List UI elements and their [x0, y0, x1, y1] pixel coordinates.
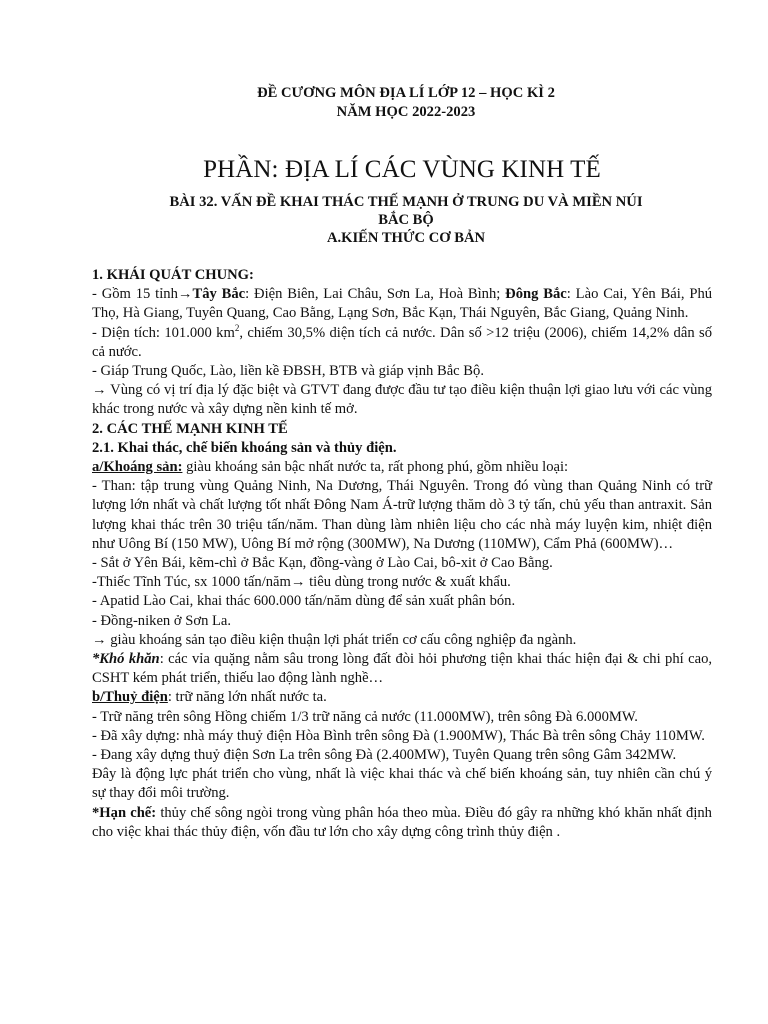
arrow-icon: → [92, 382, 107, 399]
paragraph-coal: - Than: tập trung vùng Quảng Ninh, Na Dương, Thái Nguyên. Trong đó vùng than Quảng Ninh có trữ lượng lớn nhất và chất lượng tốt nhất Đông Nam Á-trữ lượng thăm dò 3 tỷ tấn, chủ yếu than antraxit. Sản lượng khai thác trên 30 triệu tấn/năm. Than dùng làm nhiên liệu cho các nhà máy luyện kim, nhiệt điện như Uông Bí (150 MW), Uông Bí mở rộng (300MW), Na Dương (110MW), Cẩm Phả (600MW)… [92, 478, 712, 552]
lesson-title-line-1: BÀI 32. VẤN ĐỀ KHAI THÁC THẾ MẠNH Ở TRUNG DU VÀ MIỀN NÚI [169, 194, 643, 210]
paragraph-hydro-4: Đây là động lực phát triển cho vùng, nhất là việc khai thác và chế biến khoáng sản, tuy nhiên cần chú ý sự thay đổi môi trường. [92, 766, 712, 802]
paragraph-limitations: *Hạn chế: thủy chế sông ngòi trong vùng phân hóa theo mùa. Điều đó gây ra những khó khăn nhất định cho việc khai thác thủy điện, vốn đầu tư lớn cho xây dựng công trình thủy điện . [92, 804, 712, 840]
paragraph-copper: - Đồng-niken ở Sơn La. [92, 612, 232, 629]
title-line-2: NĂM HỌC 2022-2023 [336, 104, 476, 120]
title-line-1: ĐỀ CƯƠNG MÔN ĐỊA LÍ LỚP 12 – HỌC KÌ 2 [257, 85, 555, 101]
paragraph-iron: - Sắt ở Yên Bái, kẽm-chì ở Bắc Kạn, đồng-vàng ở Lào Cai, bô-xit ở Cao Bằng. [92, 555, 553, 572]
paragraph-tin: -Thiếc Tĩnh Túc, sx 1000 tấn/năm→ tiêu dùng trong nước & xuất khẩu. [92, 574, 511, 591]
arrow-icon: → [177, 286, 193, 303]
part-title: PHẦN: ĐỊA LÍ CÁC VÙNG KINH TẾ [203, 156, 601, 183]
subsection-2-1-heading: 2.1. Khai thác, chế biến khoáng sản và thủy điện. [92, 439, 397, 456]
lesson-title-line-2: BẮC BỘ [378, 212, 434, 228]
section-2-heading: 2. CÁC THẾ MẠNH KINH TẾ [92, 420, 288, 437]
paragraph-difficulties: *Khó khăn: các vỉa quặng nằm sâu trong lòng đất đòi hỏi phương tiện khai thác hiện đại & chi phí cao, CSHT kém phát triển, thiếu lao động lành nghề… [92, 651, 713, 687]
paragraph-minerals: a/Khoáng sản: giàu khoáng sản bậc nhất nước ta, rất phong phú, gồm nhiều loại: [92, 459, 569, 476]
paragraph-conclusion: → Vùng có vị trí địa lý đặc biệt và GTVT đang được đầu tư tạo điều kiện thuận lợi giao lưu với các vùng khác trong nước và xây dựng nền kinh tế mở. [92, 382, 712, 418]
section-1-heading: 1. KHÁI QUÁT CHUNG: [92, 267, 254, 283]
arrow-icon: → [92, 631, 107, 648]
paragraph-hydro-1: - Trữ năng trên sông Hồng chiếm 1/3 trữ năng cả nước (11.000MW), trên sông Đà 6.000MW. [92, 708, 638, 725]
paragraph-hydropower: b/Thuỷ điện: trữ năng lớn nhất nước ta. [92, 689, 327, 706]
paragraph-mineral-conclusion: → giàu khoáng sản tạo điều kiện thuận lợi phát triển cơ cấu công nghiệp đa ngành. [92, 631, 577, 648]
lesson-heading [100, 193, 712, 247]
paragraph-hydro-3: - Đang xây dựng thuỷ điện Sơn La trên sông Đà (2.400MW), Tuyên Quang trên sông Gâm 342MW. [92, 747, 677, 764]
document-title [100, 84, 712, 122]
paragraph-hydro-2: - Đã xây dựng: nhà máy thuỷ điện Hòa Bình trên sông Đà (1.900MW), Thác Bà trên sông Chảy 110MW. [92, 727, 705, 744]
paragraph-borders: - Giáp Trung Quốc, Lào, liền kề ĐBSH, BTB và giáp vịnh Bắc Bộ. [92, 363, 484, 380]
paragraph-area: - Diện tích: 101.000 $km^2$, chiếm 30,5% diện tích cả nước. Dân số >12 triệu (2006), chiếm 14,2% dân số cả nước. [92, 322, 712, 360]
paragraph-provinces: - Gồm 15 tỉnh→Tây Bắc: Điện Biên, Lai Châu, Sơn La, Hoà Bình; Đông Bắc: Lào Cai, Yên Bái, Phú Thọ, Hà Giang, Tuyên Quang, Cao Bằng, Lạng Sơn, Bắc Kạn, Thái Nguyên, Bắc Giang, Quảng Ninh. [92, 286, 713, 322]
arrow-icon: → [290, 574, 306, 591]
paragraph-apatite: - Apatid Lào Cai, khai thác 600.000 tấn/năm dùng để sản xuất phân bón. [92, 593, 516, 610]
lesson-subtitle: A.KIẾN THỨC CƠ BẢN [326, 230, 486, 246]
